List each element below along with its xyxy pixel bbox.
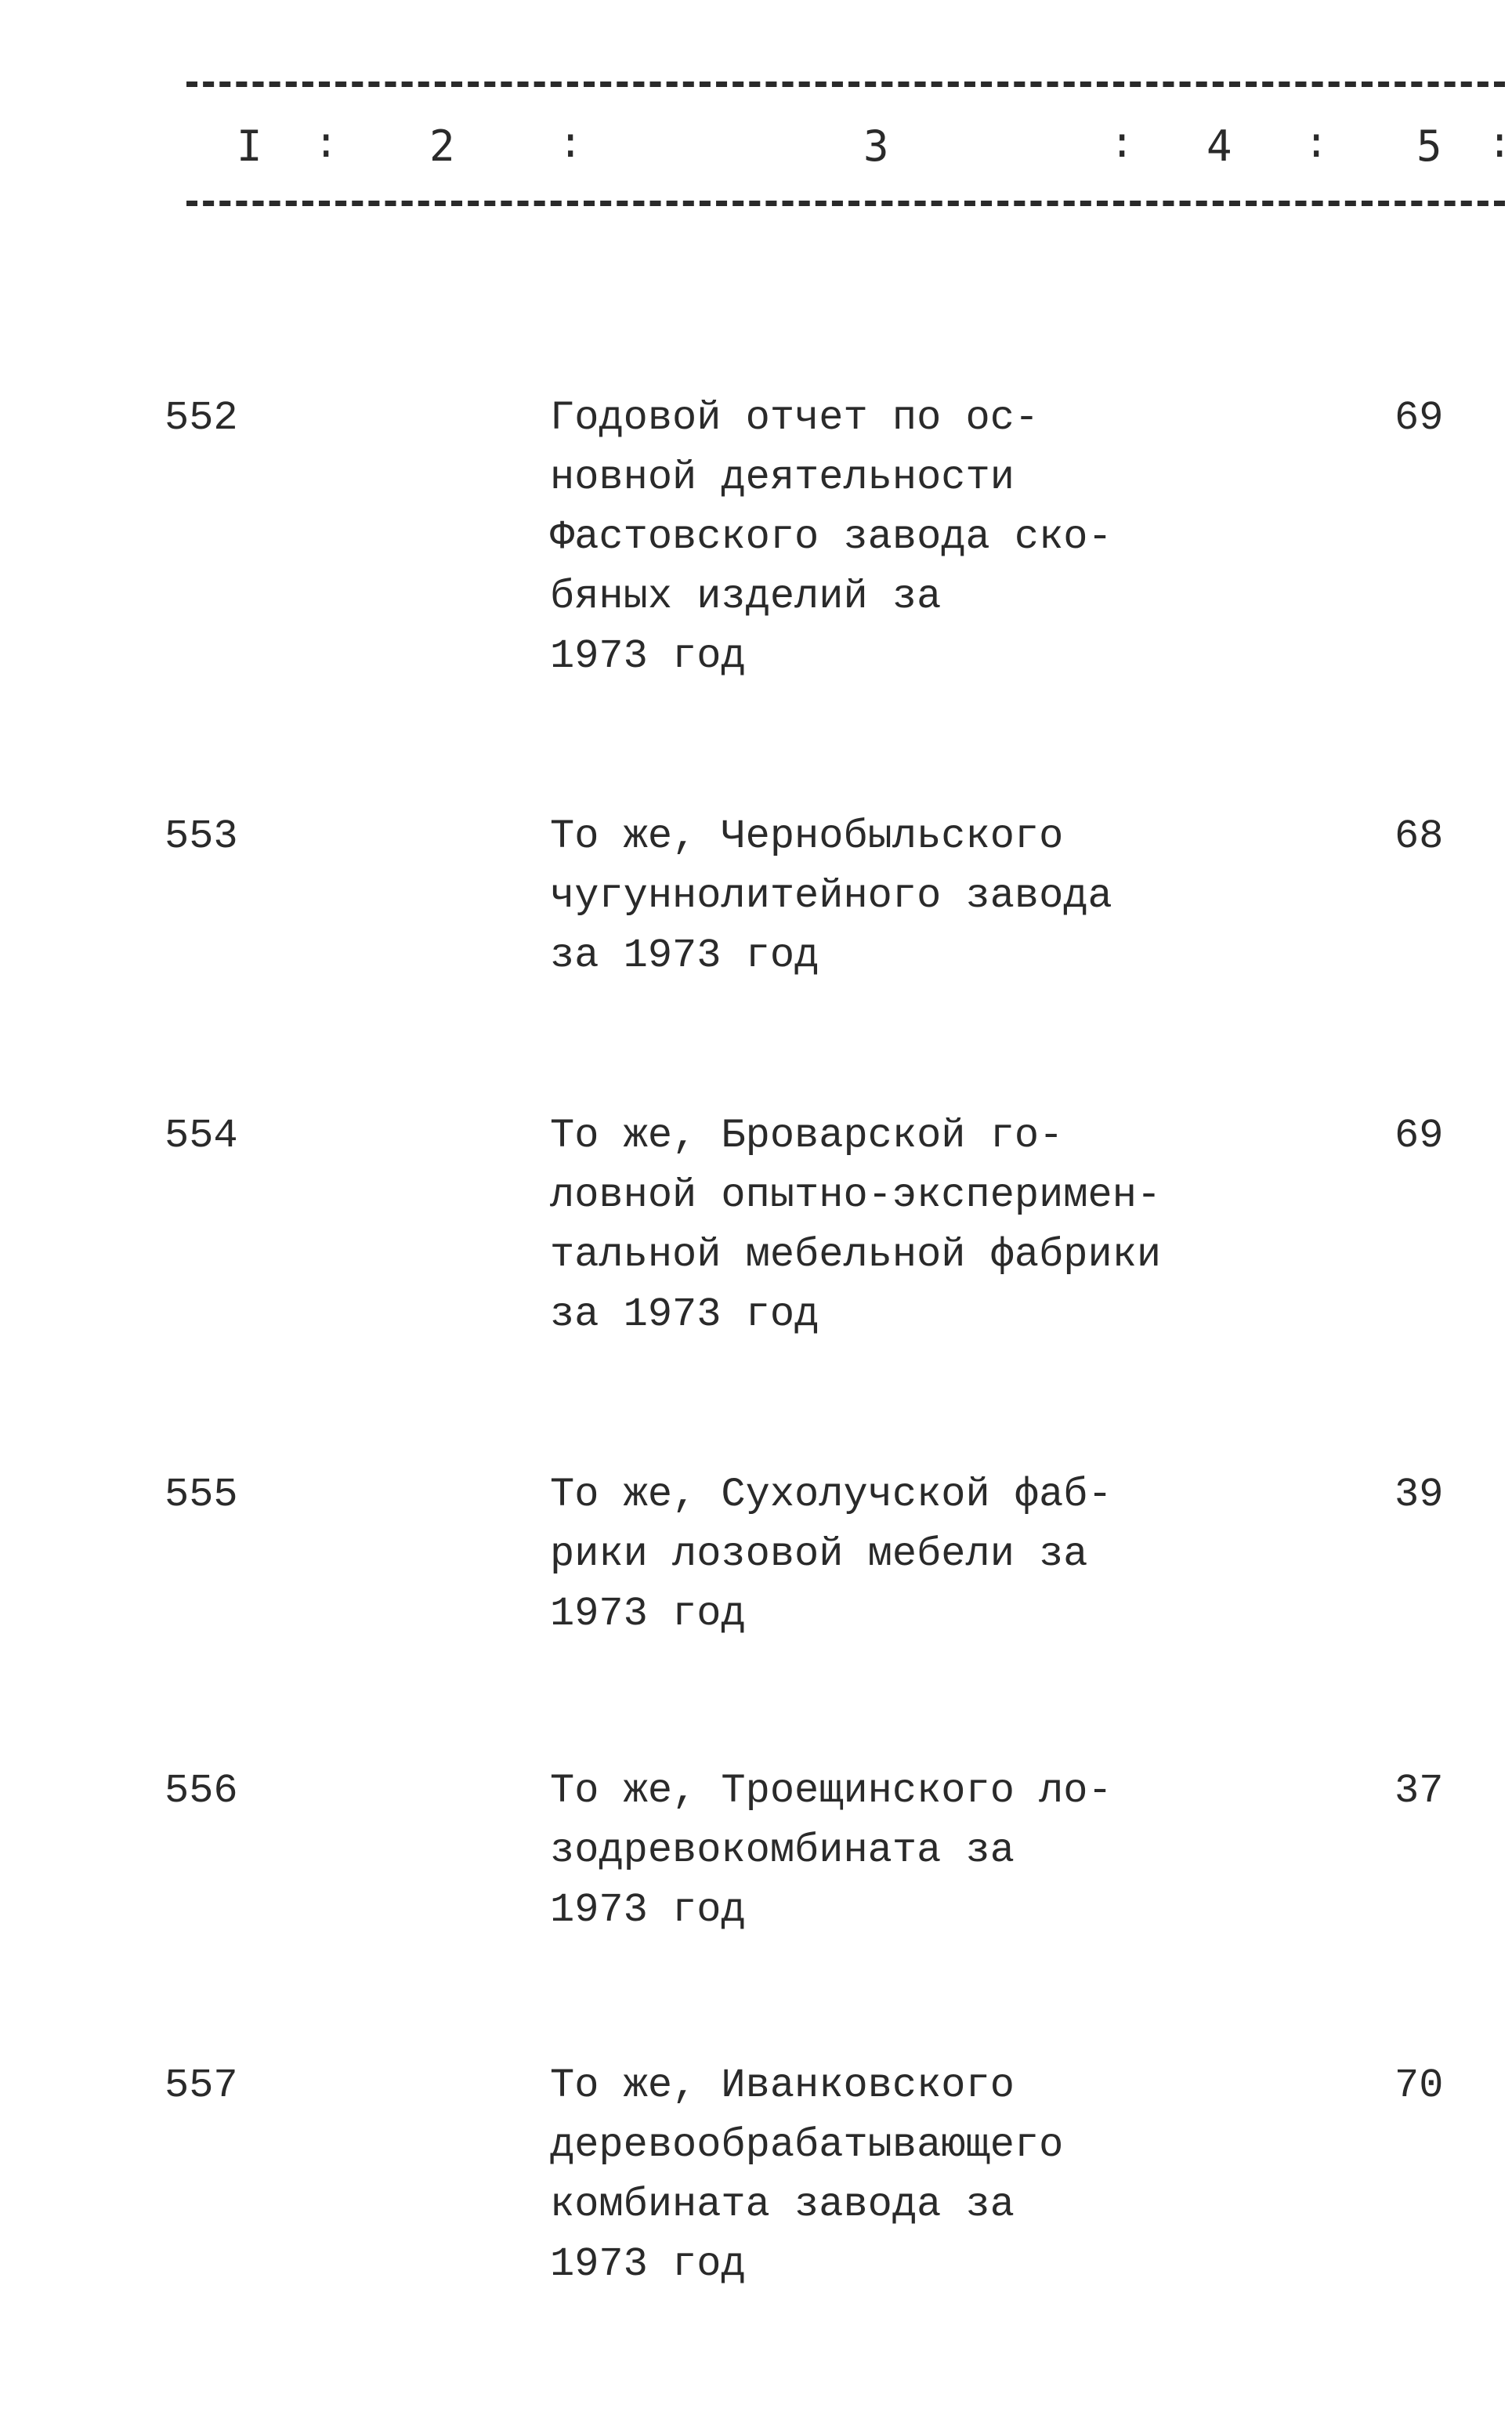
column-separator: : [313,122,339,170]
record-number: 552 [165,395,238,441]
record-page-count: 69 [1394,1113,1444,1159]
record-page-count: 68 [1394,813,1444,860]
column-header-1: I [237,121,262,171]
column-header-4: 4 [1206,121,1232,171]
column-separator: : [1487,122,1512,170]
record-title: Годовой отчет по ос- новной деятельности Фастовского завода ско- бяных изделий за 1973 год [550,395,1112,679]
record-number: 554 [165,1113,238,1159]
record-number: 556 [165,1768,238,1814]
record-number: 557 [165,2062,238,2109]
record-title: То же, Броварской го- ловной опытно-эксперимен- тальной мебельной фабрики за 1973 год [550,1113,1162,1338]
record-title: То же, Иванковского деревообрабатывающего комбината завода за 1973 год [550,2062,1064,2287]
column-separator: : [558,122,584,170]
column-separator: : [1109,122,1135,170]
column-header-5: 5 [1416,121,1442,171]
header-rule-top [186,81,1505,87]
record-number: 555 [165,1472,238,1518]
record-page-count: 39 [1394,1472,1444,1518]
header-rule-bottom [186,201,1505,206]
column-header-2: 2 [429,121,455,171]
column-header-3: 3 [863,121,889,171]
record-number: 553 [165,813,238,860]
record-title: То же, Троещинского ло- зодревокомбината за 1973 год [550,1768,1112,1933]
column-separator: : [1304,122,1329,170]
record-page-count: 37 [1394,1768,1444,1814]
record-title: То же, Сухолучской фаб- рики лозовой мебели за 1973 год [550,1472,1112,1637]
record-page-count: 70 [1394,2062,1444,2109]
record-title: То же, Чернобыльского чугуннолитейного завода за 1973 год [550,813,1112,979]
record-page-count: 69 [1394,395,1444,441]
